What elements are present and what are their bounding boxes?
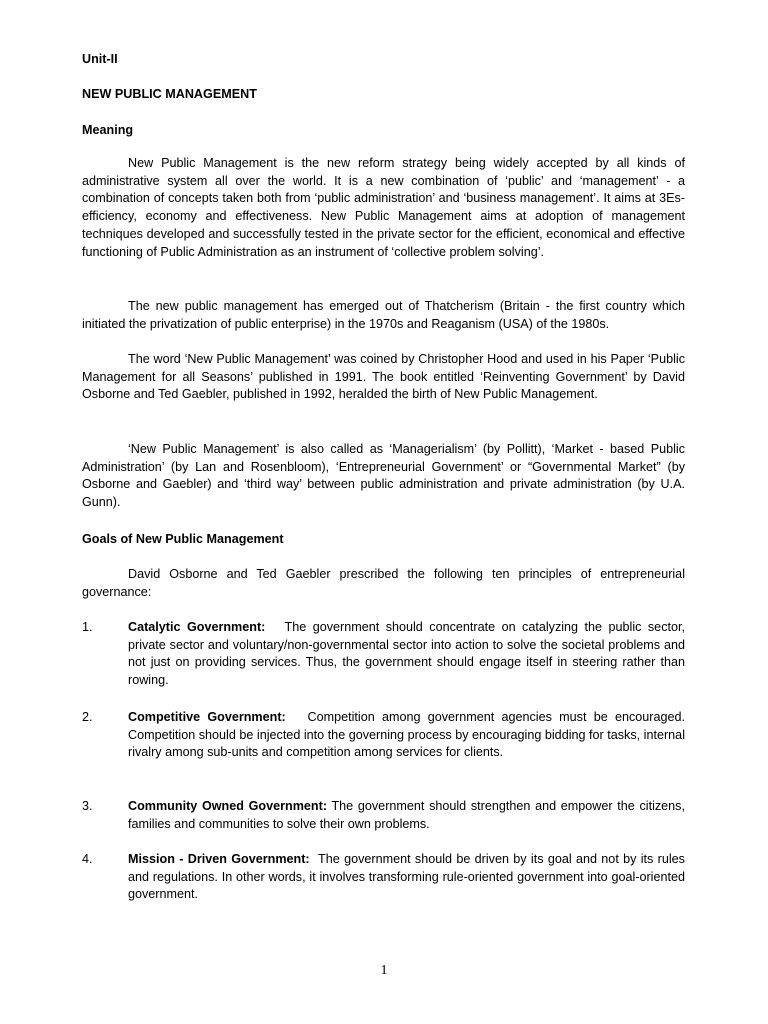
- paragraph-2: [82, 298, 685, 333]
- principle-number: 1.: [82, 620, 93, 634]
- paragraph-3-text: The word ‘New Public Management’ was coined by Christopher Hood and used in his Paper ‘Public Management for all Seasons’ published in 1991. The book entitled ‘Reinventing Government’ by David Osborne and Ted Gaebler, published in 1992, heralded the birth of New Public Management.: [82, 352, 685, 402]
- principle-item: [82, 851, 685, 904]
- principle-number: 3.: [82, 799, 93, 813]
- principle-number: 4.: [82, 852, 93, 866]
- paragraph-1-text: New Public Management is the new reform strategy being widely accepted by all kinds of administrative system all over the world. It is a new combination of ‘public’ and ‘management’ - a combination of concepts taken both from ‘public administration’ and ‘business management’. It aims at 3Es- efficiency, economy and effectiveness. New Public Management aims at adoption of management techniques developed and successfully tested in the private sector for the efficient, economical and effective functioning of Public Administration as an instrument of ‘collective problem solving’.: [82, 156, 685, 259]
- paragraph-3: [82, 351, 685, 404]
- principle-item: [82, 798, 685, 833]
- paragraph-1: [82, 155, 685, 261]
- principle-term: Mission - Driven Government:: [128, 852, 310, 866]
- goals-intro-text: David Osborne and Ted Gaebler prescribed the following ten principles of entrepreneurial governance:: [82, 567, 685, 599]
- goals-intro: [82, 566, 685, 601]
- principle-text: The government should concentrate on catalyzing the public sector, private sector and voluntary/non-governmental sector into action to solve the societal problems and not just on providing services. Thus, the government should engage itself in steering rather than rowing.: [128, 620, 685, 688]
- page-number: 1: [380, 963, 388, 978]
- principle-text: The government should be driven by its goal and not by its rules and regulations. In other words, it involves transforming rule-oriented government into goal-oriented government.: [128, 852, 685, 902]
- principle-item: [82, 709, 685, 762]
- unit-label: Unit-II: [82, 52, 118, 66]
- principle-item: [82, 619, 685, 690]
- principle-term: Competitive Government:: [128, 710, 286, 724]
- principle-text: The government should strengthen and empower the citizens, families and communities to solve their own problems.: [128, 799, 685, 831]
- principle-term: Catalytic Government:: [128, 620, 266, 634]
- meaning-heading: Meaning: [82, 123, 134, 137]
- paragraph-4-text: ‘New Public Management’ is also called as ‘Managerialism’ (by Pollitt), ‘Market - based Public Administration’ (by Lan and Rosenbloom), ‘Entrepreneurial Government’ or “Governmental Market” (by Osborne and Gaebler) and ‘third way’ between public administration and private administration (by U.A. Gunn).: [82, 442, 685, 510]
- principle-term: Community Owned Government:: [128, 799, 328, 813]
- principle-number: 2.: [82, 710, 93, 724]
- page-title: NEW PUBLIC MANAGEMENT: [82, 87, 257, 101]
- principle-text: Competition among government agencies must be encouraged. Competition should be injected into the governing process by encouraging bidding for tasks, internal rivalry among sub-units and competition among services for clients.: [128, 710, 686, 760]
- paragraph-4: [82, 441, 685, 512]
- paragraph-2-text: The new public management has emerged out of Thatcherism (Britain - the first country which initiated the privatization of public enterprise) in the 1970s and Reaganism (USA) of the 1980s.: [82, 299, 685, 331]
- goals-heading: Goals of New Public Management: [82, 532, 284, 546]
